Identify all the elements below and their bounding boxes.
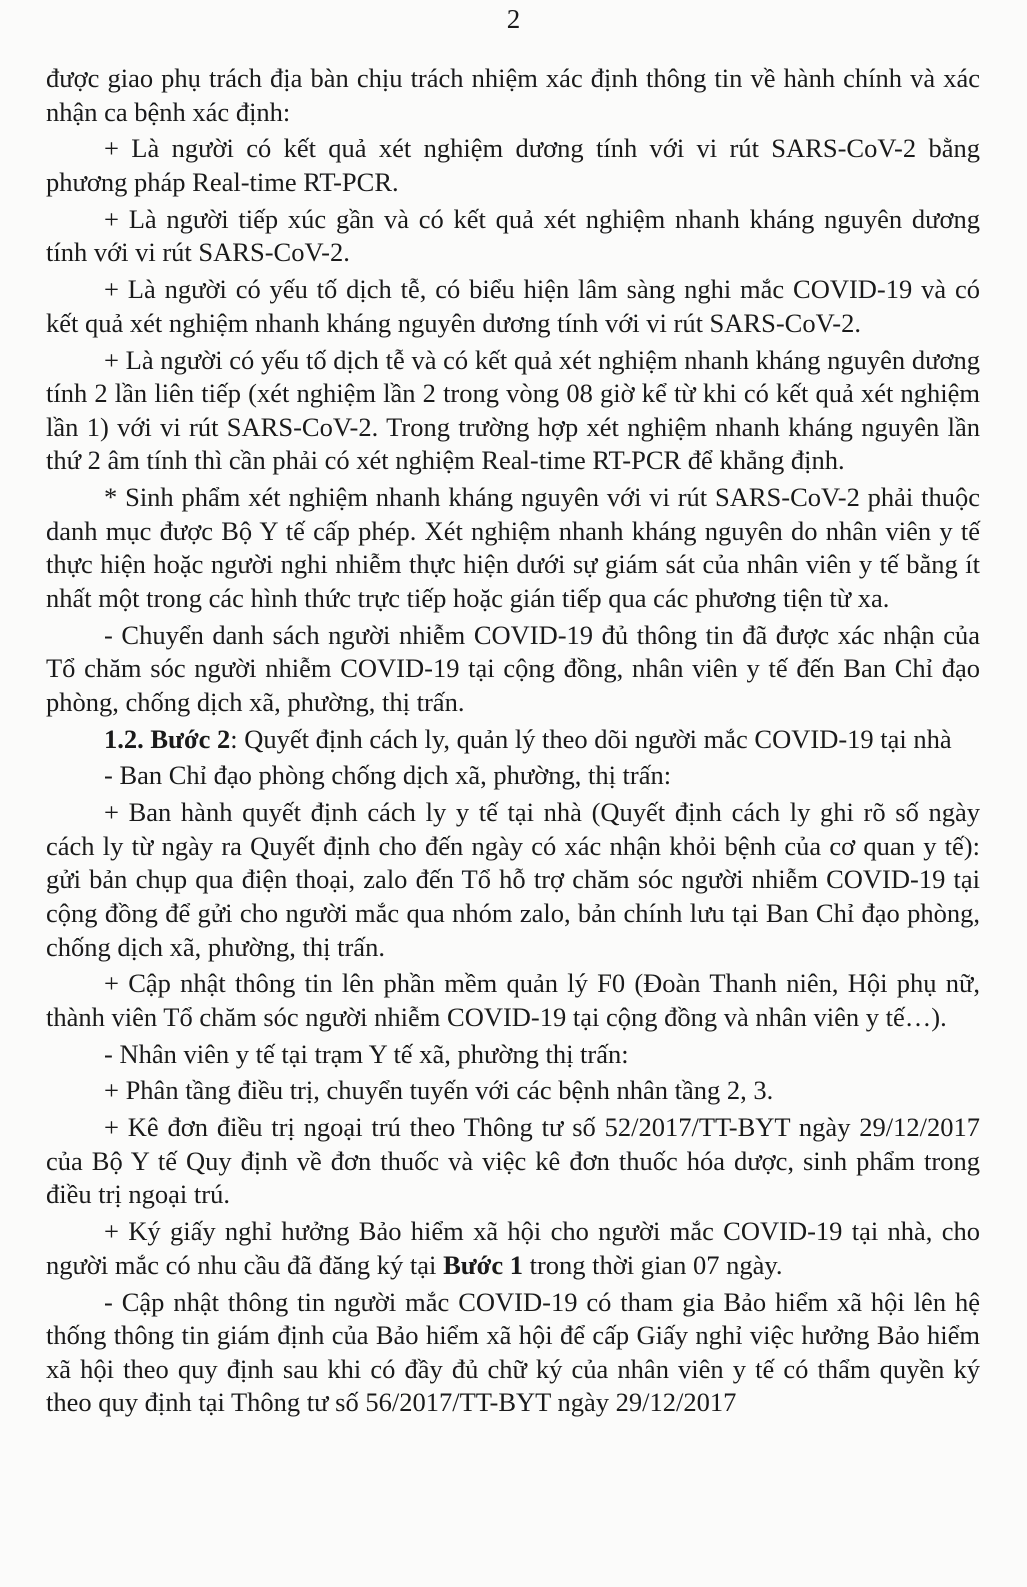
paragraph-social-insurance-leave xyxy=(46,1215,980,1282)
paragraph-intro: được giao phụ trách địa bàn chịu trách nhiệm xác định thông tin về hành chính và xác nhận ca bệnh xác định: xyxy=(46,63,980,127)
step2-heading-text: : Quyết định cách ly, quản lý theo dõi người mắc COVID-19 tại nhà xyxy=(230,723,952,754)
step2-heading-label: 1.2. Bước 2 xyxy=(104,723,231,754)
paragraph-transfer-list: - Chuyển danh sách người nhiễm COVID-19 đủ thông tin đã được xác nhận của Tổ chăm sóc người nhiễm COVID-19 tại cộng đồng, nhân viên y tế đến Ban Chỉ đạo phòng, chống dịch xã, phường, thị trấn. xyxy=(46,619,980,717)
paragraph-criteria-two-tests: + Là người có yếu tố dịch tễ và có kết quả xét nghiệm nhanh kháng nguyên dương tính 2 lần liên tiếp (xét nghiệm lần 2 trong vòng 08 giờ kể từ khi có kết quả xét nghiệm lần 1) với vi rút SARS-CoV-2. Trong trường hợp xét nghiệm nhanh kháng nguyên lần thứ 2 âm tính thì cần phải có xét nghiệm Real-time RT-PCR để khẳng định. xyxy=(46,344,980,476)
paragraph-medical-staff: - Nhân viên y tế tại trạm Y tế xã, phường thị trấn: xyxy=(104,1038,629,1069)
paragraph-update-f0-software: + Cập nhật thông tin lên phần mềm quản lý F0 (Đoàn Thanh niên, Hội phụ nữ, thành viên Tổ chăm sóc người nhiễm COVID-19 tại cộng đồng và nhân viên y tế…). xyxy=(46,968,980,1032)
paragraph-steering-committee: - Ban Chỉ đạo phòng chống dịch xã, phường, thị trấn: xyxy=(104,760,672,791)
paragraph-outpatient-prescription: + Kê đơn điều trị ngoại trú theo Thông tư số 52/2017/TT-BYT ngày 29/12/2017 của Bộ Y tế Quy định về đơn thuốc và việc kê đơn thuốc hóa dược, sinh phẩm trong điều trị ngoại trú. xyxy=(46,1112,980,1210)
paragraph-treatment-tiers: + Phân tầng điều trị, chuyển tuyến với các bệnh nhân tầng 2, 3. xyxy=(104,1075,774,1106)
paragraph-test-kit-note: * Sinh phẩm xét nghiệm nhanh kháng nguyên với vi rút SARS-CoV-2 phải thuộc danh mục được Bộ Y tế cấp phép. Xét nghiệm nhanh kháng nguyên do nhân viên y tế thực hiện hoặc người nghi nhiễm thực hiện dưới sự giám sát của nhân viên y tế bằng ít nhất một trong các hình thức trực tiếp hoặc gián tiếp qua các phương tiện từ xa. xyxy=(46,482,980,613)
page-number: 2 xyxy=(506,4,521,34)
paragraph-criteria-close-contact: + Là người tiếp xúc gần và có kết quả xét nghiệm nhanh kháng nguyên dương tính với vi rút SARS-CoV-2. xyxy=(46,203,980,268)
paragraph-criteria-pcr: + Là người có kết quả xét nghiệm dương tính với vi rút SARS-CoV-2 bằng phương pháp Real-time RT-PCR. xyxy=(46,133,980,197)
document-body xyxy=(46,62,980,1423)
social-insurance-text-after: trong thời gian 07 ngày. xyxy=(522,1249,783,1280)
paragraph-insurance-update: - Cập nhật thông tin người mắc COVID-19 có tham gia Bảo hiểm xã hội lên hệ thống thông tin giám định của Bảo hiểm xã hội để cấp Giấy nghỉ việc hưởng Bảo hiểm xã hội theo quy định sau khi có đầy đủ chữ ký của nhân viên y tế có thẩm quyền ký theo quy định tại Thông tư số 56/2017/TT-BYT ngày 29/12/2017 xyxy=(46,1286,980,1418)
paragraph-isolation-decision: + Ban hành quyết định cách ly y tế tại nhà (Quyết định cách ly ghi rõ số ngày cách ly từ ngày ra Quyết định cho đến ngày có xác nhận khỏi bệnh của cơ quan y tế): gửi bản chụp qua điện thoại, zalo đến Tổ hỗ trợ chăm sóc người nhiễm COVID-19 tại cộng đồng để gửi cho người mắc qua nhóm zalo, bản chính lưu tại Ban Chỉ đạo phòng, chống dịch xã, phường, thị trấn. xyxy=(46,797,980,962)
step2-heading xyxy=(46,723,980,757)
social-insurance-text-before: + Ký giấy nghỉ hưởng Bảo hiểm xã hội cho người mắc COVID-19 tại nhà, cho người mắc có nhu cầu đã đăng ký tại xyxy=(46,1216,980,1280)
paragraph-criteria-symptoms: + Là người có yếu tố dịch tễ, có biểu hiện lâm sàng nghi mắc COVID-19 và có kết quả xét nghiệm nhanh kháng nguyên dương tính với vi rút SARS-CoV-2. xyxy=(46,274,980,338)
social-insurance-step-ref: Bước 1 xyxy=(443,1249,523,1280)
